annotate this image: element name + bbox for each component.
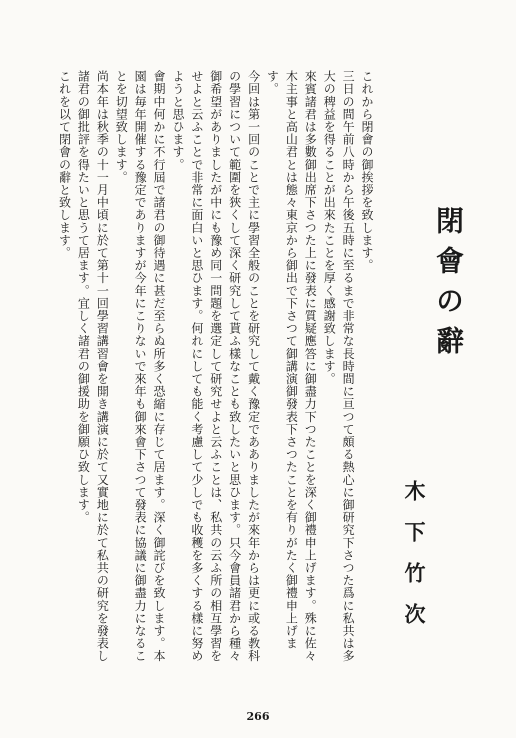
page-number: 266	[246, 710, 270, 723]
paragraph: これから閉會の御挨拶を致します。	[360, 70, 374, 272]
paragraph: 來賓諸君は多數御出席下さつた上に發表に質疑應答に御盡力下つたことを深く御禮申上げます。殊に佐々木主事と高山君とは態々東京から御出で下さつて御講演御發表下さつたことを有りがたく御禮申上げます。	[265, 70, 318, 663]
paragraph: 三日の間午前八時から午後五時に至るまで非常な長時間に亘つて頗る熱心に御研究下さつた爲に私共は多大の稗益を得ることが出來たことを厚く感謝致します。	[322, 70, 356, 663]
author-name: 木下竹次	[402, 480, 427, 644]
paragraph: これを以て閉會の辭と致します。	[57, 70, 72, 259]
paragraph: 今回は第一回のことで主に學習全般のことを研究して戴く豫定であありましたが來年からは更に或る教科の學習について範圍を狹くして深く研究して貰ふ樣なことも致したいと思ひます。只今會員諸君から種々御希望がありましたが中にも豫め同一問題を選定して研究せよと云ふことは、私共の云ふ所の相互學習をせよと云ふことで非常に面白いと思ひます。何れにしても能く考慮して少しでも收穫を多くする樣に努めようと思ひます。	[170, 70, 261, 663]
page-title: 閉會の辭	[432, 206, 465, 366]
paragraph: 會期中何かに不行屆で諸君の御待遇に甚だ至らぬ所多く恐縮に存じて居ます。深く御詫びを致します。本園は毎年開催する豫定でありますが今年にこりないで來年も御來會下さつて發表に協議に御盡力になることを切望致します。	[114, 70, 167, 663]
body-text	[55, 70, 376, 670]
paragraph: 尚本年は秋季の十一月中頃に於て第十一回學習講習會を開き講演に於て又實地に於て私共の研究を發表し諸君の御批評を得たいと思うて居ます。宜しく諸君の御援助を御願ひ致します。	[76, 70, 110, 663]
